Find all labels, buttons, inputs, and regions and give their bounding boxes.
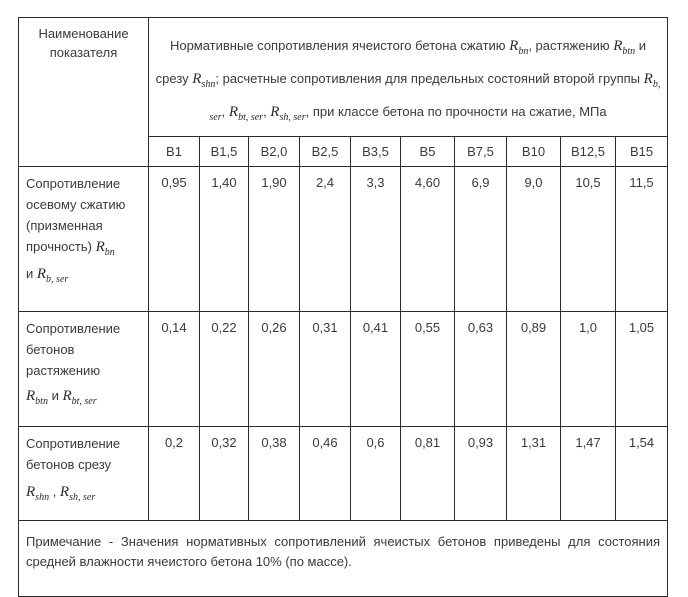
- value-cell: 1,05: [616, 312, 668, 427]
- class-cell: В7,5: [455, 137, 507, 167]
- class-cell: В12,5: [561, 137, 616, 167]
- header-desc-text: Нормативные сопротивления ячеистого бетона сжатию: [169, 38, 510, 53]
- class-cell: В2,5: [300, 137, 351, 167]
- row-name-tension: Сопротивление бетонов растяжению $R_{btn}$ и $R_{bt, ser}$: [19, 312, 149, 427]
- row-name-shear: Сопротивление бетонов срезу $R_{shn}$ , $R_{sh, ser}$: [19, 427, 149, 521]
- value-cell: 2,4: [300, 167, 351, 312]
- table-row: [19, 312, 668, 427]
- value-cell: 0,81: [401, 427, 455, 521]
- concrete-resistance-table: [18, 17, 668, 597]
- header-desc-text: , при классе бетона по прочности на сжатие, МПа: [305, 104, 607, 119]
- value-cell: 1,54: [616, 427, 668, 521]
- value-cell: 1,40: [200, 167, 249, 312]
- value-cell: 0,55: [401, 312, 455, 427]
- table-row: [19, 427, 668, 521]
- header-name-label: Наименование показателя: [38, 26, 129, 60]
- symbol-r-bt-ser: $R_{bt, ser}$: [62, 388, 97, 407]
- value-cell: 10,5: [561, 167, 616, 312]
- class-cell: В1,5: [200, 137, 249, 167]
- value-cell: 0,89: [507, 312, 561, 427]
- value-cell: 1,47: [561, 427, 616, 521]
- symbol-r-bt-ser: $R_{bt, ser}$: [228, 104, 264, 123]
- note-row: [19, 521, 668, 597]
- class-cell: В3,5: [351, 137, 401, 167]
- symbol-r-b-ser: $R_{b, ser}$: [36, 266, 69, 285]
- header-desc-text: ,: [263, 104, 271, 119]
- header-desc-text: ,: [221, 104, 229, 119]
- value-cell: 6,9: [455, 167, 507, 312]
- value-cell: 11,5: [616, 167, 668, 312]
- header-desc-text: ; расчетные сопротивления для предельных состояний второй группы: [215, 71, 644, 86]
- value-cell: 0,95: [149, 167, 200, 312]
- class-cell: В10: [507, 137, 561, 167]
- value-cell: 0,6: [351, 427, 401, 521]
- value-cell: 0,32: [200, 427, 249, 521]
- value-cell: 0,46: [300, 427, 351, 521]
- class-cell: В5: [401, 137, 455, 167]
- symbol-r-sh-ser: $R_{sh, ser}$: [270, 104, 306, 123]
- value-cell: 0,63: [455, 312, 507, 427]
- value-cell: 4,60: [401, 167, 455, 312]
- value-cell: 0,38: [249, 427, 300, 521]
- header-desc-text: и срезу: [155, 38, 647, 86]
- symbol-r-sh-ser: $R_{sh, ser}$: [59, 484, 96, 503]
- value-cell: 9,0: [507, 167, 561, 312]
- symbol-r-shn: $R_{shn}$: [26, 484, 50, 503]
- value-cell: 3,3: [351, 167, 401, 312]
- class-cell: В1: [149, 137, 200, 167]
- symbol-r-btn: $R_{btn}$: [26, 388, 48, 407]
- header-name-cell: [19, 18, 149, 167]
- header-desc-text: , растяжению: [528, 38, 614, 53]
- symbol-r-shn: $R_{shn}$: [192, 71, 216, 90]
- value-cell: 1,0: [561, 312, 616, 427]
- value-cell: 0,26: [249, 312, 300, 427]
- class-cell: В2,0: [249, 137, 300, 167]
- table-row: [19, 167, 668, 312]
- symbol-r-b-ser: $R_{b, ser}$: [209, 71, 661, 123]
- class-cell: В15: [616, 137, 668, 167]
- value-cell: 1,31: [507, 427, 561, 521]
- value-cell: 0,41: [351, 312, 401, 427]
- symbol-r-btn: $R_{btn}$: [613, 38, 636, 57]
- symbol-r-bn: $R_{bn}$: [95, 239, 115, 258]
- row-name-compression: Сопротивление осевому сжатию (призменная прочность) $R_{bn}$ и $R_{b, ser}$: [19, 167, 149, 312]
- value-cell: 0,22: [200, 312, 249, 427]
- symbol-r-bn: $R_{bn}$: [509, 38, 529, 57]
- value-cell: 0,2: [149, 427, 200, 521]
- value-cell: 1,90: [249, 167, 300, 312]
- value-cell: 0,93: [455, 427, 507, 521]
- table-note: Примечание - Значения нормативных сопротивлений ячеистых бетонов приведены для состояния средней влажности ячеистого бетона 10% (по массе).: [19, 521, 668, 597]
- header-description-cell: [149, 18, 668, 137]
- value-cell: 0,14: [149, 312, 200, 427]
- value-cell: 0,31: [300, 312, 351, 427]
- header-row: [19, 18, 668, 137]
